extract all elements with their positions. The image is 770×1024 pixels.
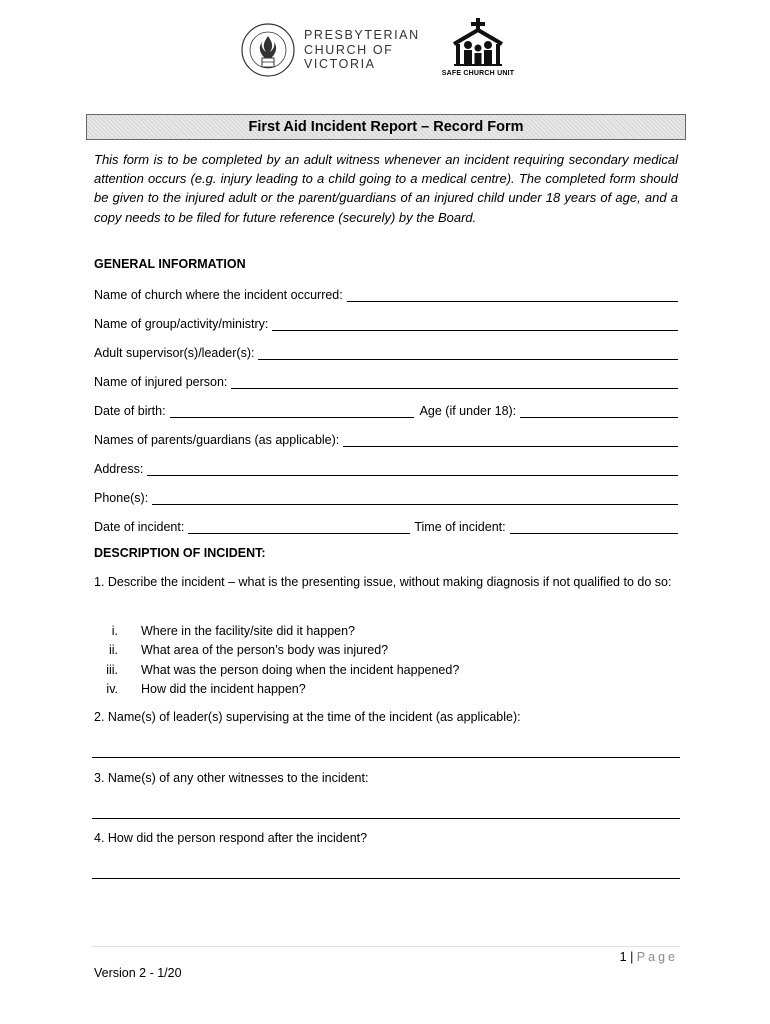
time-of-incident-input-line[interactable] [510, 521, 678, 534]
page-number: 1 | Page [619, 950, 678, 964]
question-4: 4. How did the person respond after the incident? [94, 831, 368, 845]
question-4-answer-line[interactable] [92, 878, 680, 879]
safe-church-unit-label: SAFE CHURCH UNIT [441, 70, 515, 77]
list-item: iv. How did the incident happen? [106, 682, 306, 697]
injured-person-input-line[interactable] [231, 376, 678, 389]
dob-input-line[interactable] [170, 405, 414, 418]
group-label: Name of group/activity/ministry: [94, 317, 269, 331]
list-item: i. Where in the facility/site did it happen? [111, 623, 356, 638]
parents-label: Names of parents/guardians (as applicable): [94, 433, 340, 447]
general-information-heading: GENERAL INFORMATION [94, 257, 246, 271]
church-name-input-line[interactable] [347, 289, 678, 302]
question-1-list [94, 621, 654, 699]
church-name: PRESBYTERIAN CHURCH OF VICTORIA [304, 28, 420, 71]
question-3-answer-line[interactable] [92, 818, 680, 819]
safe-church-unit-logo [438, 18, 518, 82]
question-1: 1. Describe the incident – what is the presenting issue, without making diagnosis if not qualified to do so: [94, 575, 672, 589]
parents-input-line[interactable] [343, 434, 678, 447]
incident-datetime-field [94, 516, 678, 534]
age-input-line[interactable] [520, 405, 678, 418]
pcv-logo [240, 20, 430, 82]
parents-field [94, 429, 678, 447]
version-label: Version 2 - 1/20 [94, 966, 182, 980]
address-label: Address: [94, 462, 144, 476]
church-family-icon [450, 18, 506, 68]
supervisor-label: Adult supervisor(s)/leader(s): [94, 346, 255, 360]
phone-label: Phone(s): [94, 491, 149, 505]
date-of-incident-label: Date of incident: [94, 520, 185, 534]
list-item: ii. What area of the person’s body was injured? [108, 643, 389, 658]
question-2: 2. Name(s) of leader(s) supervising at the time of the incident (as applicable): [94, 710, 521, 724]
time-of-incident-label: Time of incident: [414, 520, 506, 534]
church-name-label: Name of church where the incident occurred: [94, 288, 343, 302]
injured-person-field [94, 371, 678, 389]
intro-paragraph: This form is to be completed by an adult witness whenever an incident requiring secondary medical attention occurs (e.g. injury leading to a child going to a medical centre). The completed form should be given to the injured adult or the parent/guardians of an injured child under 18 years of age, and a copy needs to be filed for future reference (securely) by the Board. [94, 152, 678, 225]
form-title: First Aid Incident Report – Record Form [86, 114, 686, 140]
footer-divider [92, 946, 680, 947]
phone-input-line[interactable] [152, 492, 678, 505]
address-field [94, 458, 678, 476]
age-label: Age (if under 18): [419, 404, 517, 418]
injured-person-label: Name of injured person: [94, 375, 228, 389]
list-item: iii. What was the person doing when the incident happened? [106, 662, 460, 677]
group-field [94, 313, 678, 331]
description-heading: DESCRIPTION OF INCIDENT: [94, 546, 266, 560]
supervisor-field [94, 342, 678, 360]
phone-field [94, 487, 678, 505]
dob-age-field [94, 400, 678, 418]
dob-label: Date of birth: [94, 404, 166, 418]
question-2-answer-line[interactable] [92, 757, 680, 758]
supervisor-input-line[interactable] [258, 347, 678, 360]
question-3: 3. Name(s) of any other witnesses to the incident: [94, 771, 369, 785]
burning-bush-seal-icon [240, 22, 296, 78]
church-name-field [94, 284, 678, 302]
date-of-incident-input-line[interactable] [188, 521, 410, 534]
address-input-line[interactable] [147, 463, 678, 476]
group-input-line[interactable] [272, 318, 678, 331]
